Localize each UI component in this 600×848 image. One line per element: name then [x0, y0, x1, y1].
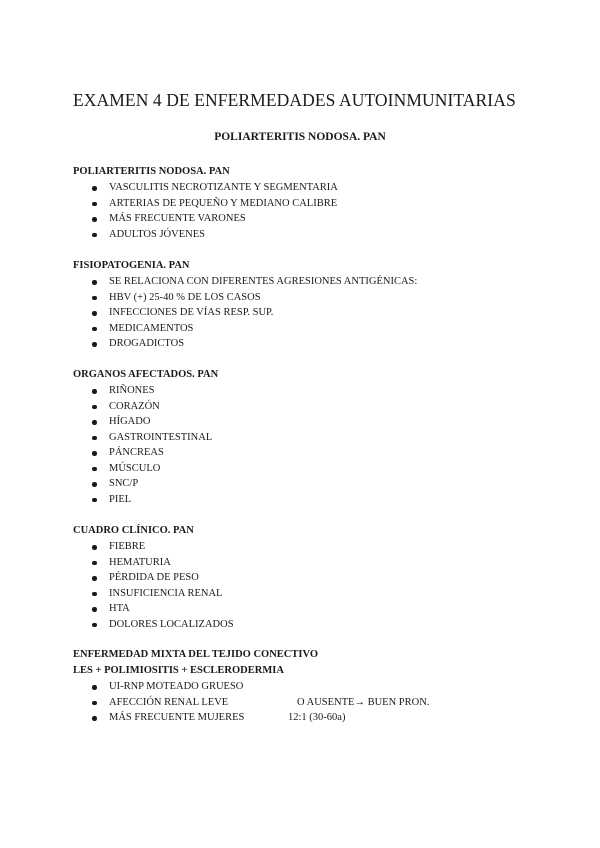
- section-heading: CUADRO CLÍNICO. PAN: [73, 525, 194, 536]
- section-subheading: LES + POLIMIOSITIS + ESCLERODERMIA: [73, 665, 284, 676]
- section-heading: POLIARTERITIS NODOSA. PAN: [73, 166, 230, 177]
- list-item: [73, 710, 573, 726]
- bullet-list: [73, 274, 573, 352]
- list-item: FIEBRE: [73, 539, 573, 555]
- list-item-note: O AUSENTE→ BUEN PRON.: [297, 696, 430, 708]
- list-item: ADULTOS JÓVENES: [73, 227, 573, 243]
- list-item: SE RELACIONA CON DIFERENTES AGRESIONES ANTIGÉNICAS:: [73, 274, 573, 290]
- section-enfermedad-mixta: [73, 647, 573, 726]
- list-item: MÚSCULO: [73, 461, 573, 477]
- section-heading: ENFERMEDAD MIXTA DEL TEJIDO CONECTIVO: [73, 649, 319, 660]
- section-cuadro-clinico: [73, 523, 573, 632]
- list-item: MÁS FRECUENTE VARONES: [73, 211, 573, 227]
- list-item: HBV (+) 25-40 % DE LOS CASOS: [73, 290, 573, 306]
- section-fisiopatogenia: [73, 258, 573, 352]
- list-item: VASCULITIS NECROTIZANTE Y SEGMENTARIA: [73, 180, 573, 196]
- list-item: [73, 695, 573, 711]
- list-item: DOLORES LOCALIZADOS: [73, 617, 573, 633]
- list-item: RIÑONES: [73, 383, 573, 399]
- section-poliarteritis: [73, 164, 573, 242]
- list-item: ARTERIAS DE PEQUEÑO Y MEDIANO CALIBRE: [73, 196, 573, 212]
- list-item: HEMATURIA: [73, 555, 573, 571]
- list-item: SNC/P: [73, 476, 573, 492]
- document-title: EXAMEN 4 DE ENFERMEDADES AUTOINMUNITARIAS: [73, 90, 516, 110]
- list-item: INSUFICIENCIA RENAL: [73, 586, 573, 602]
- list-item: MEDICAMENTOS: [73, 321, 573, 337]
- list-item: DROGADICTOS: [73, 336, 573, 352]
- list-item: CORAZÓN: [73, 399, 573, 415]
- list-item: PIEL: [73, 492, 573, 508]
- list-item: GASTROINTESTINAL: [73, 430, 573, 446]
- section-organos-afectados: [73, 367, 573, 507]
- section-heading: ORGANOS AFECTADOS. PAN: [73, 369, 219, 380]
- bullet-list: [73, 539, 573, 632]
- section-heading: FISIOPATOGENIA. PAN: [73, 260, 190, 271]
- list-item-text: AFECCIÓN RENAL LEVE: [109, 696, 229, 708]
- list-item: PÁNCREAS: [73, 445, 573, 461]
- list-item-text: UI-RNP MOTEADO GRUESO: [109, 681, 244, 692]
- bullet-list: [73, 679, 573, 726]
- list-item: INFECCIONES DE VÍAS RESP. SUP.: [73, 305, 573, 321]
- bullet-list: [73, 180, 573, 242]
- list-item: PÉRDIDA DE PESO: [73, 570, 573, 586]
- list-item: HÍGADO: [73, 414, 573, 430]
- bullet-list: [73, 383, 573, 507]
- list-item-note: 12:1 (30-60a): [288, 712, 346, 723]
- list-item-text: MÁS FRECUENTE MUJERES: [109, 712, 245, 723]
- list-item: [73, 679, 573, 695]
- list-item: HTA: [73, 601, 573, 617]
- document-subtitle: POLIARTERITIS NODOSA. PAN: [214, 131, 386, 143]
